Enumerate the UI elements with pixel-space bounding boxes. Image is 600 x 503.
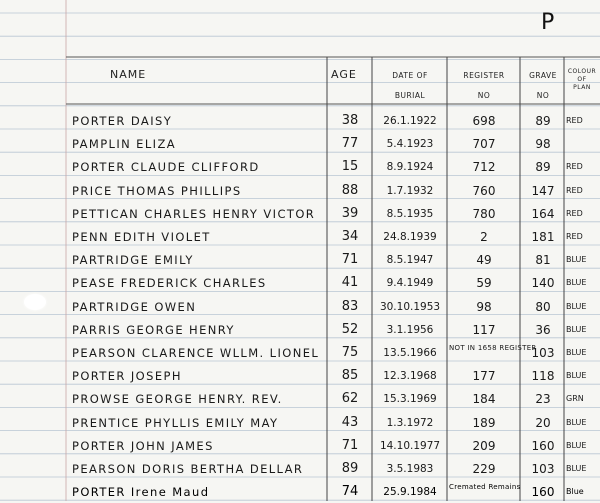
entry-name: PROWSE GEORGE HENRY. REV. <box>72 392 283 407</box>
table-row <box>0 134 600 154</box>
entry-burial-date: 5.4.1923 <box>386 138 434 151</box>
header-date-line2: BURIAL <box>394 91 426 100</box>
header-colour-line1: COLOUR <box>567 68 597 75</box>
table-row <box>0 343 600 363</box>
entry-grave-no: 118 <box>531 369 555 384</box>
entry-register-no: 712 <box>472 160 496 175</box>
entry-plan-colour: Blue <box>566 487 584 497</box>
entry-burial-date: 25.9.1984 <box>383 486 437 499</box>
entry-age: 52 <box>341 321 359 337</box>
entry-grave-no: 140 <box>531 276 555 291</box>
entry-grave-no: 23 <box>535 392 551 407</box>
entry-name: PARRIS GEORGE HENRY <box>72 322 235 337</box>
entry-grave-no: 80 <box>535 299 551 314</box>
header-colour-line3: PLAN <box>573 84 591 91</box>
entry-burial-date: 30.10.1953 <box>379 300 441 313</box>
header-register <box>449 70 519 101</box>
entry-age: 88 <box>341 182 359 198</box>
table-row <box>0 111 600 131</box>
entry-grave-no: 160 <box>531 485 555 500</box>
entry-register-no: 760 <box>472 183 496 198</box>
entry-age: 15 <box>341 159 359 175</box>
entry-name: PETTICAN CHARLES HENRY VICTOR <box>72 206 316 221</box>
entry-age: 43 <box>341 414 359 430</box>
entry-burial-date: 8.5.1947 <box>386 254 434 267</box>
table-row <box>0 413 600 433</box>
header-grave-line1: GRAVE <box>529 71 557 80</box>
entry-name: PEARSON DORIS BERTHA DELLAR <box>72 462 304 476</box>
header-age: AGE <box>331 68 357 81</box>
entry-name: PORTER Irene Maud <box>72 485 210 500</box>
entry-burial-date: 3.1.1956 <box>386 323 434 336</box>
entry-plan-colour: BLUE <box>566 301 587 311</box>
header-grave-line2: NO <box>536 91 550 100</box>
entry-age: 75 <box>341 345 359 360</box>
entry-plan-colour: BLUE <box>566 417 587 427</box>
entry-register-no: 117 <box>472 322 496 337</box>
entry-age: 85 <box>341 368 359 384</box>
entry-burial-date: 1.7.1932 <box>386 184 434 197</box>
entry-register-no: 184 <box>472 392 496 407</box>
entry-register-no: 229 <box>472 462 496 476</box>
entry-plan-colour: BLUE <box>566 348 587 357</box>
entry-name: PORTER DAISY <box>72 114 173 128</box>
entry-name: PENN EDITH VIOLET <box>72 230 211 244</box>
entry-register-no: 698 <box>472 114 496 128</box>
entry-name: PEARSON CLARENCE WLLM. LIONEL <box>72 346 320 360</box>
entry-age: 34 <box>341 229 359 244</box>
entry-name: PORTER JOSEPH <box>72 369 182 384</box>
entry-name: PARTRIDGE EMILY <box>72 253 194 268</box>
header-date-line1: DATE OF <box>392 71 428 80</box>
entry-register-no: Cremated Remains <box>449 483 521 492</box>
entry-age: 62 <box>341 391 359 407</box>
entry-grave-no: 98 <box>535 137 551 152</box>
entry-burial-date: 15.3.1969 <box>383 393 437 406</box>
entry-name: PORTER CLAUDE CLIFFORD <box>72 160 260 175</box>
entry-burial-date: 26.1.1922 <box>383 115 437 127</box>
entry-grave-no: 181 <box>531 230 555 244</box>
entry-name: PARTRIDGE OWEN <box>72 299 197 314</box>
entry-register-no: 98 <box>476 299 492 314</box>
entry-burial-date: 14.10.1977 <box>379 439 441 452</box>
entry-grave-no: 103 <box>531 462 555 476</box>
entry-age: 41 <box>341 275 359 291</box>
table-row <box>0 320 600 340</box>
entry-plan-colour: RED <box>566 232 583 241</box>
entry-age: 77 <box>341 136 359 152</box>
entry-register-no: 209 <box>472 438 496 453</box>
entry-burial-date: 12.3.1968 <box>383 370 437 383</box>
table-row <box>0 389 600 409</box>
entry-burial-date: 8.9.1924 <box>386 161 434 174</box>
entry-grave-no: 89 <box>535 160 551 175</box>
table-row <box>0 436 600 456</box>
entry-grave-no: 36 <box>535 322 551 337</box>
entry-grave-no: 147 <box>531 183 555 198</box>
header-register-line1: REGISTER <box>463 71 505 80</box>
table-row <box>0 459 600 479</box>
header-date <box>374 70 446 101</box>
entry-plan-colour <box>566 134 598 154</box>
entry-age: 71 <box>341 252 359 268</box>
table-row <box>0 366 600 386</box>
entry-burial-date: 9.4.1949 <box>386 277 434 290</box>
page-letter: P <box>541 10 555 35</box>
entry-grave-no: 103 <box>531 346 555 360</box>
table-row <box>0 297 600 317</box>
header-colour <box>566 68 598 92</box>
header-grave <box>522 70 564 101</box>
entry-register-no: 707 <box>472 137 496 152</box>
entry-burial-date: 24.8.1939 <box>383 231 437 243</box>
entry-plan-colour: RED <box>566 116 583 125</box>
table-row <box>0 227 600 247</box>
entry-register-no: 780 <box>472 206 496 221</box>
entry-register-no: NOT IN 1658 REGISTER <box>449 344 537 352</box>
entry-plan-colour: BLUE <box>566 464 587 473</box>
entry-plan-colour: RED <box>566 162 583 172</box>
entry-burial-date: 1.3.1972 <box>386 416 434 429</box>
entry-age: 71 <box>341 437 359 453</box>
entry-register-no: 2 <box>480 230 488 244</box>
table-row <box>0 273 600 293</box>
entry-register-no: 49 <box>476 253 492 268</box>
table-row <box>0 157 600 177</box>
entry-grave-no: 89 <box>535 114 551 128</box>
entry-age: 83 <box>341 298 359 314</box>
entry-plan-colour: BLUE <box>566 255 587 265</box>
header-name: NAME <box>110 68 147 81</box>
entry-grave-no: 160 <box>531 438 555 453</box>
entry-register-no: 59 <box>476 276 492 291</box>
entry-register-no: 177 <box>472 369 496 384</box>
entry-age: 38 <box>341 113 359 128</box>
entry-name: PORTER JOHN JAMES <box>72 438 214 453</box>
entry-name: PRENTICE PHYLLIS EMILY MAY <box>72 415 279 430</box>
entry-name: PRICE THOMAS PHILLIPS <box>72 183 242 198</box>
entry-plan-colour: GRN <box>566 394 584 404</box>
entry-plan-colour: BLUE <box>566 371 587 381</box>
entry-plan-colour: BLUE <box>566 278 587 288</box>
entry-grave-no: 81 <box>535 253 551 268</box>
table-row <box>0 250 600 270</box>
paper-blot <box>24 294 46 310</box>
table-row <box>0 204 600 224</box>
table-row <box>0 181 600 201</box>
entry-age: 39 <box>341 205 359 221</box>
entry-plan-colour: BLUE <box>566 440 587 450</box>
entry-plan-colour: BLUE <box>566 324 587 334</box>
entry-age: 89 <box>341 461 359 476</box>
entry-grave-no: 20 <box>535 415 551 430</box>
entry-plan-colour: RED <box>566 185 583 195</box>
entry-grave-no: 164 <box>531 206 555 221</box>
header-register-line2: NO <box>477 91 491 100</box>
table-row <box>0 482 600 502</box>
entry-burial-date: 13.5.1966 <box>383 347 437 359</box>
entry-burial-date: 3.5.1983 <box>386 463 434 475</box>
entry-plan-colour: RED <box>566 208 583 218</box>
entry-name: PAMPLIN ELIZA <box>72 137 176 152</box>
entry-burial-date: 8.5.1935 <box>386 207 434 220</box>
entry-name: PEASE FREDERICK CHARLES <box>72 276 267 291</box>
entry-register-no: 189 <box>472 415 496 430</box>
header-colour-line2: OF <box>577 76 587 83</box>
entry-age: 74 <box>341 484 359 500</box>
